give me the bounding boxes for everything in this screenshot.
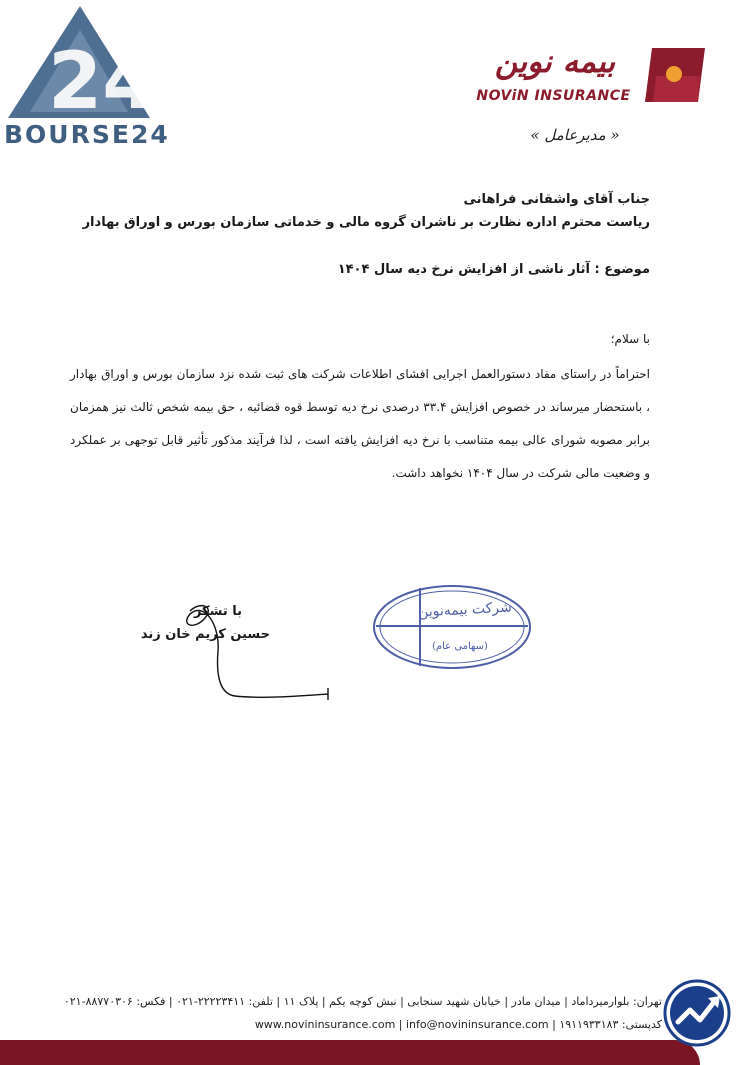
letter-subject: موضوع : آثار ناشی از افزایش نرخ دیه سال ۱۴۰۴ — [337, 262, 650, 277]
handwritten-signature — [160, 596, 360, 706]
bourse24-wordmark: BOURSE24 — [4, 120, 170, 149]
addressee-name: جناب آقای واشقانی فراهانی — [463, 192, 650, 207]
addressee-title: ریاست محترم اداره نظارت بر ناشران گروه مالی و خدماتی سازمان بورس و اوراق بهادار — [82, 215, 650, 230]
greeting: با سلام؛ — [610, 332, 650, 346]
letter-body: احتراماً در راستای مفاد دستورالعمل اجرایی افشای اطلاعات شرکت های ثبت شده نزد سازمان بورس و اوراق بهادار ، باستحضار میرساند در خصوص افزایش ۳۳.۴ درصدی نرخ دیه توسط قوه قضائیه ، حق بیمه شخص ثالث نیز همزمان برابر مصوبه شورای عالی بیمه متناسب با نرخ دیه افزایش یافته است ، لذا فرآیند مذکور تأثیر قابل توجهی بر عملکرد و وضعیت مالی شرکت در سال ۱۴۰۴ نخواهد داشت. — [70, 367, 651, 480]
trend-chart-icon — [662, 978, 732, 1048]
novin-logo-english: NOViN INSURANCE — [476, 88, 631, 104]
office-title: « مدیرعامل » — [530, 126, 620, 144]
footer-contact: www.novininsurance.com | info@novininsurance.com | ۱۹۱۱۹۳۳۱۸۳ :کدپستی — [254, 1018, 662, 1031]
stamp-company-name: شرکت بیمه‌نوین — [417, 599, 513, 621]
footer-address: تهران: بلوارمیرداماد | میدان مادر | خیابان شهید سنجابی | نبش کوچه یکم | پلاک ۱۱ | تلفن: ۲۲۲۲۳۴۱۱-۰۲۱ | فکس: ۸۸۷۷۰۳۰۶-۰۲۱ — [63, 995, 662, 1008]
stamp-company-type: (سهامی عام) — [432, 641, 488, 652]
svg-text:24: 24 — [48, 37, 157, 127]
company-stamp — [370, 582, 535, 672]
signer-name: حسین کریم خان زند — [140, 627, 270, 642]
footer-bar — [0, 1040, 700, 1065]
closing: با تشکر — [193, 604, 242, 619]
novin-logo-persian: بیمه نوین — [494, 44, 616, 80]
